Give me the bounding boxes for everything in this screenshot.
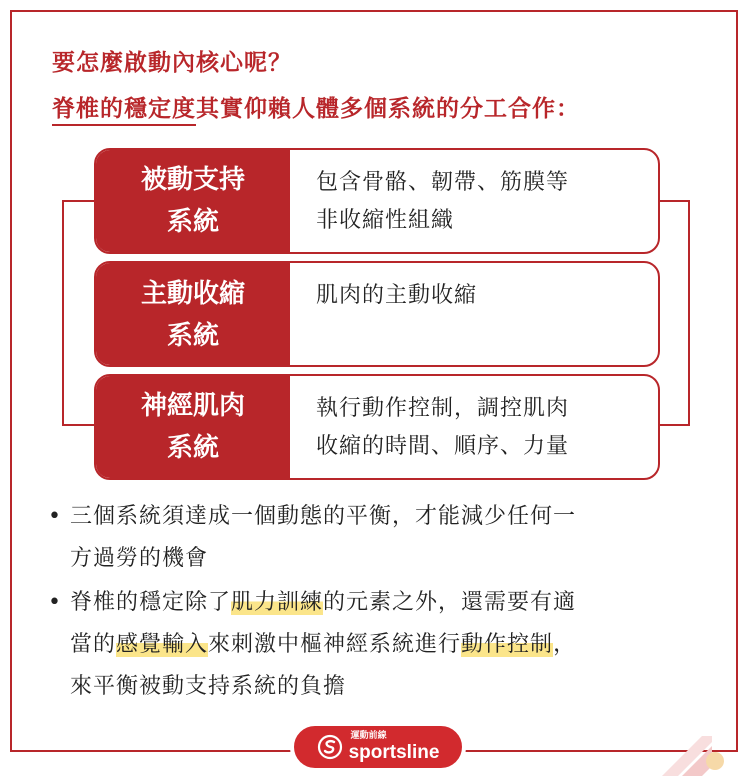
text-segment: 脊椎的穩定除了 [70, 590, 232, 615]
decorative-dot [706, 752, 724, 770]
system-label-line2: 系統 [166, 207, 219, 237]
bullet-marker: • [48, 590, 62, 615]
system-box-active [94, 261, 660, 367]
text-segment: ， [553, 632, 577, 657]
system-desc-line2: 收縮的時間、順序、力量 [316, 434, 570, 459]
system-label-line2: 系統 [166, 321, 219, 351]
left-bracket [62, 200, 94, 426]
system-label [96, 263, 290, 365]
system-desc-line1: 包含骨骼、韌帶、筋膜等 [316, 170, 570, 195]
bullet-text-line: 方過勞的機會 [70, 546, 209, 571]
logo-text-zh: 運動前線 [350, 731, 387, 741]
bullet-item [44, 496, 714, 580]
bullet-marker: • [48, 504, 62, 529]
logo-text-en: sportsline [348, 742, 440, 763]
heading-question: 要怎麼啟動內核心呢？ [52, 50, 292, 76]
logo-text [349, 732, 440, 762]
highlight-motor-control: 動作控制 [461, 632, 554, 657]
bullet-item [44, 582, 714, 708]
system-label-line2: 系統 [166, 433, 219, 463]
system-desc [290, 376, 658, 478]
heading-rest: 其實仰賴人體多個系統的分工合作： [196, 96, 580, 122]
heading-statement [52, 90, 580, 123]
system-box-neuromuscular [94, 374, 660, 480]
text-segment: 的元素之外，還需要有適 [323, 590, 577, 615]
bullet-text-line [70, 582, 714, 624]
text-segment: 當的 [70, 632, 117, 657]
system-desc-line2: 非收縮性組織 [316, 208, 455, 233]
right-bracket [658, 200, 690, 426]
system-desc [290, 150, 658, 252]
system-label [96, 376, 290, 478]
highlight-sensory-input: 感覺輸入 [116, 632, 209, 657]
heading-underlined: 脊椎的穩定度 [52, 96, 196, 126]
text-segment: 來刺激中樞神經系統進行 [208, 632, 462, 657]
system-label-line1: 被動支持 [140, 165, 245, 195]
system-desc [290, 263, 658, 365]
bullet-text-line [70, 624, 714, 666]
sportsline-logo-icon [317, 734, 343, 760]
system-desc-line1: 肌肉的主動收縮 [316, 283, 478, 308]
system-label-line1: 神經肌肉 [140, 391, 245, 421]
system-label-line1: 主動收縮 [140, 279, 245, 309]
bullet-text-line: 來平衡被動支持系統的負擔 [70, 674, 347, 699]
system-label [96, 150, 290, 252]
decorative-stripe [652, 736, 712, 776]
highlight-strength-training: 肌力訓練 [231, 590, 324, 615]
bullet-text-line: 三個系統須達成一個動態的平衡，才能減少任何一 [70, 504, 577, 529]
system-desc-line1: 執行動作控制，調控肌肉 [316, 396, 570, 421]
system-box-passive [94, 148, 660, 254]
bullet-list [44, 496, 714, 710]
sportsline-logo [290, 722, 466, 772]
